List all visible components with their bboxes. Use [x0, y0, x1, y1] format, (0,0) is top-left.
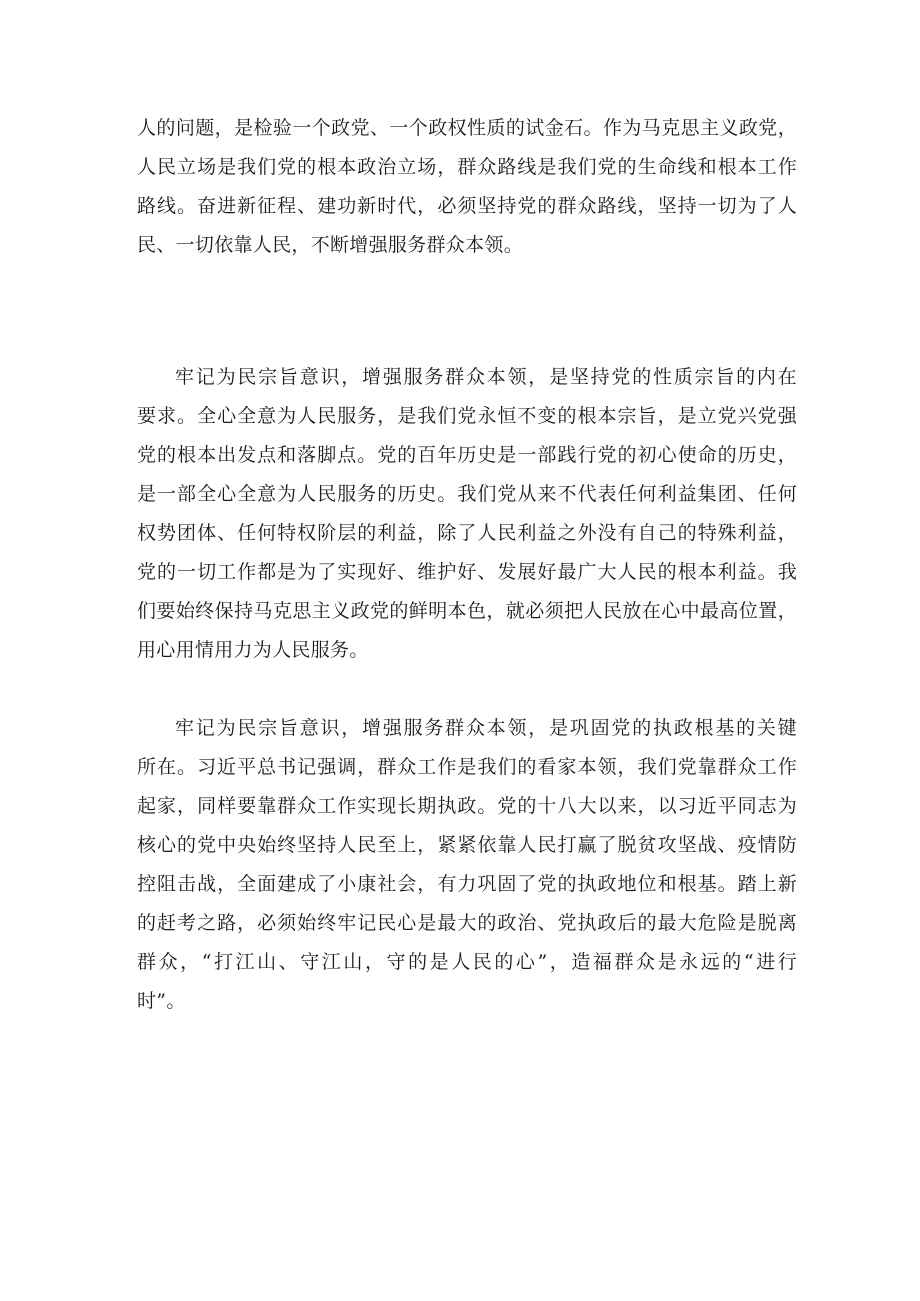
paragraph-line: 起家，同样要靠群众工作实现长期执政。党的十八大以来，以习近平同志为: [137, 795, 797, 817]
paragraph-line: 党的根本出发点和落脚点。党的百年历史是一部践行党的初心使命的历史，: [137, 444, 797, 466]
paragraph-line: 路线。奋进新征程、建功新时代，必须坚持党的群众路线，坚持一切为了人: [137, 195, 797, 217]
paragraph-line: 所在。习近平总书记强调，群众工作是我们的看家本领，我们党靠群众工作: [137, 756, 797, 778]
paragraph-line: 要求。全心全意为人民服务，是我们党永恒不变的根本宗旨，是立党兴党强: [137, 405, 797, 427]
paragraph-1: [137, 109, 797, 265]
paragraph-line: 时”。: [137, 990, 186, 1012]
paragraph-line: 群众，“打江山、守江山，守的是人民的心”，造福群众是永远的“进行: [137, 951, 797, 973]
paragraph-line: 们要始终保持马克思主义政党的鲜明本色，就必须把人民放在心中最高位置，: [137, 600, 797, 622]
paragraph-line: 用心用情用力为人民服务。: [137, 639, 369, 661]
paragraph-3: [137, 709, 797, 1021]
paragraph-line: 牢记为民宗旨意识，增强服务群众本领，是巩固党的执政根基的关键: [175, 717, 797, 739]
paragraph-2: [137, 358, 797, 670]
paragraph-line: 的赶考之路，必须始终牢记民心是最大的政治、党执政后的最大危险是脱离: [137, 912, 797, 934]
paragraph-line: 是一部全心全意为人民服务的历史。我们党从来不代表任何利益集团、任何: [137, 483, 797, 505]
paragraph-line: 控阻击战，全面建成了小康社会，有力巩固了党的执政地位和根基。踏上新: [137, 873, 797, 895]
paragraph-line: 权势团体、任何特权阶层的利益，除了人民利益之外没有自己的特殊利益，: [137, 522, 797, 544]
paragraph-line: 人民立场是我们党的根本政治立场，群众路线是我们党的生命线和根本工作: [137, 156, 797, 178]
paragraph-line: 牢记为民宗旨意识，增强服务群众本领，是坚持党的性质宗旨的内在: [175, 366, 797, 388]
paragraph-line: 党的一切工作都是为了实现好、维护好、发展好最广大人民的根本利益。我: [137, 561, 797, 583]
paragraph-line: 民、一切依靠人民，不断增强服务群众本领。: [137, 234, 524, 256]
paragraph-line: 人的问题，是检验一个政党、一个政权性质的试金石。作为马克思主义政党，: [137, 117, 797, 139]
paragraph-line: 核心的党中央始终坚持人民至上，紧紧依靠人民打赢了脱贫攻坚战、疫情防: [137, 834, 797, 856]
